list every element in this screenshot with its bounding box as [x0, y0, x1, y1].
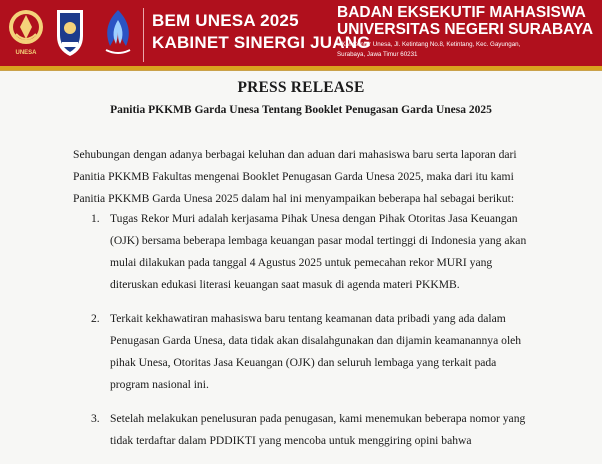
bem-logo-icon: [55, 6, 85, 58]
organization-name: [337, 4, 593, 38]
list-item-number: 3.: [91, 412, 100, 425]
unesa-logo-text: UNESA: [15, 50, 37, 56]
list-item-number: 2.: [91, 312, 100, 325]
document-heading: PRESS RELEASE: [237, 79, 365, 96]
list-item-text: Tugas Rekor Muri adalah kerjasama Pihak Unesa dengan Pihak Otoritas Jasa Keuangan (OJK) bersama beberapa lembaga keuangan pasar modal tertinggi di Indonesia yang akan mulai dilakukan pada tanggal 4 Agustus 2025 untuk pemecahan rekor MURI yang diteruskan edukasi literasi keuangan saat masuk di agenda materi PKKMB.: [110, 212, 527, 291]
organization-line2: UNIVERSITAS NEGERI SURABAYA: [337, 21, 594, 38]
header-divider: [143, 8, 144, 62]
list-item-text: Terkait kekhawatiran mahasiswa baru tentang keamanan data pribadi yang ada dalam Penugasan Garda Unesa, data tidak akan disalahgunakan dan dijamin keamanannya oleh pihak Unesa, Otoritas Jasa Keuangan (OJK) dan seluruh lembaga yang terkait pada program nasional ini.: [110, 312, 522, 391]
organization-address: [337, 40, 520, 60]
list-item-number: 1.: [91, 212, 100, 225]
list-item-text: Setelah melakukan penelusuran pada penugasan, kami menemukan beberapa nomor yang tidak terdaftar dalam PDDIKTI yang mencoba untuk menggiring opini bahwa: [110, 412, 526, 447]
organization-line1: BADAN EKSEKUTIF MAHASISWA: [337, 4, 586, 21]
document-subheading: Panitia PKKMB Garda Unesa Tentang Booklet Penugasan Garda Unesa 2025: [110, 104, 492, 116]
address-line1: UKM Center Unesa, Jl. Ketintang No.8, Ketintang, Kec. Gayungan,: [337, 41, 521, 48]
address-line2: Surabaya, Jawa Timur 60231: [337, 51, 418, 58]
list-item: [93, 308, 533, 396]
statement-list: [93, 208, 533, 464]
header-bottom-line: [0, 70, 602, 71]
cabinet-title-line1: BEM UNESA 2025: [152, 11, 299, 30]
unesa-logo-icon: [8, 6, 44, 56]
list-item: [93, 208, 533, 296]
letterhead-banner: [0, 0, 602, 70]
cabinet-logo-icon: [98, 6, 138, 58]
cabinet-title-line2: KABINET SINERGI JUANG: [152, 33, 371, 52]
intro-paragraph: Sehubungan dengan adanya berbagai keluhan dan aduan dari mahasiswa baru serta laporan dari Panitia PKKMB Fakultas mengenai Booklet Penugasan Garda Unesa 2025, maka dari itu kami Panitia PKKMB Garda Unesa 2025 dalam hal ini menyampaikan beberapa hal sebagai berikut:: [73, 148, 517, 205]
